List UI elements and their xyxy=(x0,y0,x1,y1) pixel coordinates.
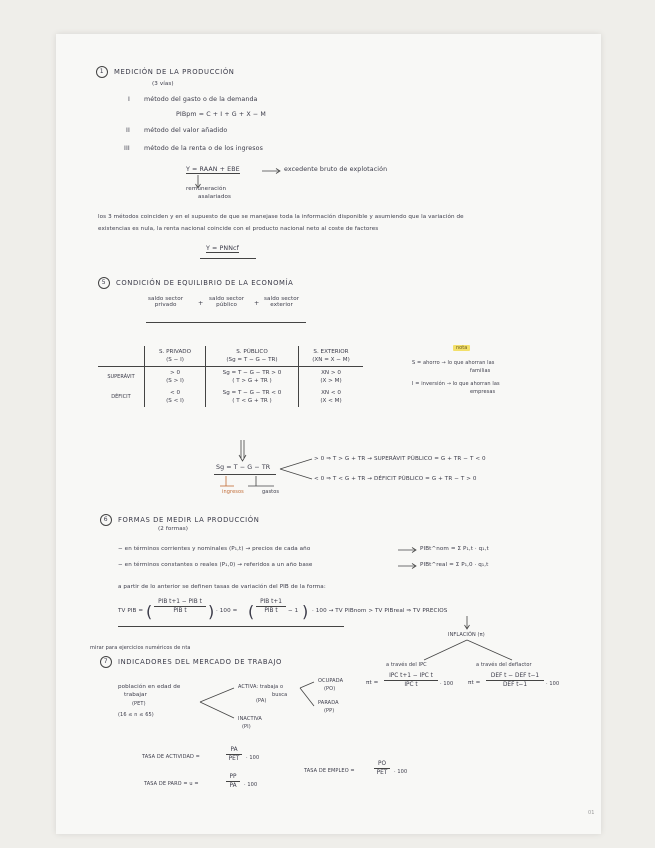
tv-minus: − 1 xyxy=(288,608,299,614)
def-end: · 100 xyxy=(546,681,560,687)
asalariados-label: asalariados xyxy=(198,194,232,200)
section-5-number: 5 xyxy=(98,277,110,289)
underline xyxy=(200,258,256,259)
def-lhs: πt = xyxy=(468,680,481,686)
pob-label-1: población en edad de xyxy=(118,684,181,690)
ocupada-abbr: (PO) xyxy=(324,686,336,692)
excedente-note: excedente bruto de explotación xyxy=(284,166,388,173)
formula-renta: Y = RAAN + EBE xyxy=(186,166,240,173)
actividad-fraction: PA PET xyxy=(226,747,242,762)
table-row: DÉFICIT < 0 (S < I) Sg = T − G − TR < 0 ( T < G + TR ) XN < 0 (X < M) xyxy=(98,387,363,407)
tv-mid: · 100 = xyxy=(216,608,238,614)
actividad-end: · 100 xyxy=(246,755,260,761)
method-2-number: II xyxy=(126,127,130,134)
pob-label-2: trabajar xyxy=(124,692,147,698)
paragraph-line-1: los 3 métodos coinciden y en el supuesto de que se manejase toda la información disponible y asumiendo que la variación de xyxy=(98,214,464,220)
inflation-branch-lines xyxy=(412,640,522,664)
paro-lhs: TASA DE PARO = u = xyxy=(144,781,199,787)
formula-pib-gasto: PIBpm = C + I + G + X − M xyxy=(176,111,266,118)
case-deficit: < 0 ⇒ T < G + TR → DÉFICIT PÚBLICO = G + TR − T > 0 xyxy=(314,476,477,482)
paren: ( xyxy=(146,602,153,621)
formula-pnncf: Y = PNNcf xyxy=(206,245,239,252)
side-note: mirar para ejercicios numéricos de nta xyxy=(90,645,191,651)
parada-abbr: (PP) xyxy=(324,708,335,714)
real-line: − en términos constantes o reales (P₁,0) → referidos a un año base xyxy=(118,562,313,568)
table-row: SUPERÁVIT > 0 (S > I) Sg = T − G − TR > 0 ( T > G + TR ) XN > 0 (X > M) xyxy=(98,367,363,388)
def-fraction: DEF t − DEF t−1 DEF t−1 xyxy=(486,673,544,688)
nota-inversion: I = inversión → lo que ahorran las xyxy=(412,381,500,387)
inflacion-label: INFLACIÓN (π) xyxy=(448,632,485,638)
brace-lines xyxy=(218,476,278,490)
nominal-formula: PIBt^nom = Σ P₁,t · q₁,t xyxy=(420,546,489,552)
method-3-label: método de la renta o de los ingresos xyxy=(144,145,263,152)
underline xyxy=(214,474,276,475)
paro-fraction: $\frac{PP}{PA}$ xyxy=(226,774,240,789)
section-1-number: 1 xyxy=(96,66,108,78)
actividad-lhs: TASA DE ACTIVIDAD = xyxy=(142,754,200,760)
paren: ( xyxy=(248,602,255,621)
gastos-label: gastos xyxy=(262,489,280,495)
method-3-number: III xyxy=(124,145,130,152)
empleo-fraction: PO PET xyxy=(374,761,390,776)
inactiva-abbr: (PI) xyxy=(242,724,251,730)
tv-fraction-1: PIB t+1 − PIB t PIB t xyxy=(154,599,206,614)
pob-range: (16 ≤ n ≤ 65) xyxy=(118,712,154,718)
real-formula: PIBt^real = Σ P₁,0 · q₁,t xyxy=(420,562,489,568)
method-1-number: I xyxy=(128,96,130,103)
arrow-right-icon xyxy=(262,168,282,174)
paro-end: · 100 xyxy=(244,782,258,788)
ipc-fraction: IPC t+1 − IPC t IPC t xyxy=(384,673,438,688)
double-arrow-down-icon xyxy=(238,440,248,462)
saldo-privado: saldo sector privado xyxy=(148,296,184,308)
saldo-exterior: saldo sector exterior xyxy=(264,296,300,308)
tv-fraction-2: PIB t+1 PIB t xyxy=(256,599,286,614)
inactiva-label: INACTIVA xyxy=(238,716,262,722)
equilibrium-table: S. PRIVADO (S − I) S. PÚBLICO (Sg = T − G − TR) S. EXTERIOR (XN = X − M) SUPERÁVIT > 0 (S > I) Sg = T − G − TR > 0 ( T > G + TR ) XN > 0 (X > M) DÉFICIT < 0 (S < I) Sg = T − G − TR < 0 ( T < G + TR ) XN < 0 (X < M) xyxy=(98,346,363,407)
section-1-title: 1 MEDICIÓN DE LA PRODUCCIÓN xyxy=(96,66,235,78)
case-superavit: > 0 ⇒ T > G + TR → SUPERÁVIT PÚBLICO = G + TR − T < 0 xyxy=(314,456,486,462)
underline xyxy=(146,322,306,323)
section-7-title: 7 INDICADORES DEL MERCADO DE TRABAJO xyxy=(100,656,282,668)
underline xyxy=(118,626,344,627)
ipc-end: · 100 xyxy=(440,681,454,687)
nota-ahorro-cont: familias xyxy=(470,368,491,374)
tv-end: · 100 → TV PIBnom > TV PIBreal ⇒ TV PRECIOS xyxy=(312,608,448,614)
page-number: 01 xyxy=(588,810,595,816)
tv-lhs: TV PIB = xyxy=(118,608,144,614)
nominal-line: − en términos corrientes y nominales (P₁,t) → precios de cada año xyxy=(118,546,311,552)
section-5-title: 5 CONDICIÓN DE EQUILIBRIO DE LA ECONOMÍA xyxy=(98,277,293,289)
deflactor-label: a través del deflactor xyxy=(476,662,532,668)
paren: ) xyxy=(208,602,215,621)
activa-label-3: (PA) xyxy=(256,698,267,704)
tasas-line: a partir de lo anterior se definen tasas de variación del PIB de la forma: xyxy=(118,584,326,590)
section-6-title: 6 FORMAS DE MEDIR LA PRODUCCIÓN xyxy=(100,514,259,526)
nota-highlight: nota xyxy=(453,345,470,351)
plus-sign: + xyxy=(198,300,204,307)
remuneracion-label: remuneración xyxy=(186,186,227,192)
sg-formula: Sg = T − G − TR xyxy=(216,464,271,471)
activa-label-2: busca xyxy=(272,692,288,698)
arrow-right-icon xyxy=(398,547,418,553)
ocupada-label: OCUPADA xyxy=(318,678,344,684)
ingresos-label: ingresos xyxy=(222,489,244,495)
saldo-publico: saldo sector público xyxy=(209,296,245,308)
arrow-right-icon xyxy=(398,563,418,569)
ipc-lhs: πt = xyxy=(366,680,379,686)
section-6-number: 6 xyxy=(100,514,112,526)
empleo-lhs: TASA DE EMPLEO = xyxy=(304,768,355,774)
section-6-subtitle: (2 formas) xyxy=(158,526,189,532)
pob-label-3: (PET) xyxy=(132,701,146,707)
method-2-label: método del valor añadido xyxy=(144,127,228,134)
empleo-end: · 100 xyxy=(394,769,408,775)
paren: ) xyxy=(302,602,309,621)
arrow-down-icon xyxy=(464,616,470,630)
paragraph-line-2: existencias es nula, la renta nacional coincide con el producto nacional neto al coste de factores xyxy=(98,226,379,232)
method-1-label: método del gasto o de la demanda xyxy=(144,96,258,103)
parada-label: PARADA xyxy=(318,700,339,706)
plus-sign: + xyxy=(254,300,260,307)
nota-ahorro: S = ahorro → lo que ahorran las xyxy=(412,360,495,366)
activa-label-1: ACTIVA: trabaja o xyxy=(238,684,284,690)
ipc-label: a través del IPC xyxy=(386,662,427,668)
section-1-subtitle: (3 vías) xyxy=(152,81,174,87)
section-7-number: 7 xyxy=(100,656,112,668)
nota-inversion-cont: empresas xyxy=(470,389,496,395)
